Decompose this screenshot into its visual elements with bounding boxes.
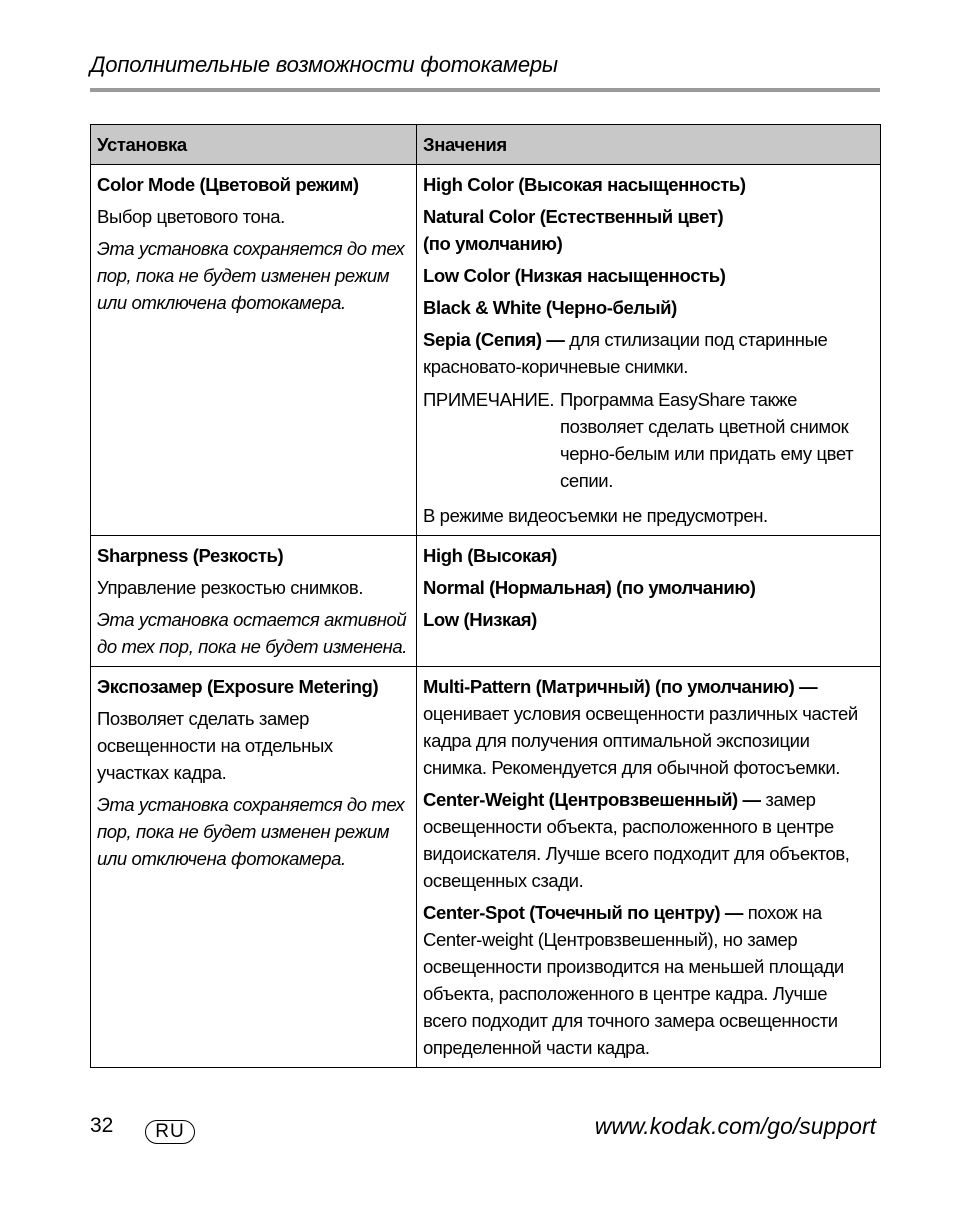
table-header-row (91, 125, 881, 165)
value-option-label: Sepia (Сепия) — (423, 329, 565, 350)
setting-description: Управление резкостью снимков. (97, 577, 364, 598)
value-option: Low Color (Низкая насыщенность) (423, 265, 726, 286)
value-option: Normal (Нормальная) (по умолчанию) (423, 577, 756, 598)
setting-description: Выбор цветового тона. (97, 206, 285, 227)
value-option: High (Высокая) (423, 545, 558, 566)
page-number: 32 (90, 1114, 114, 1137)
value-option: High Color (Высокая насыщенность) (423, 174, 746, 195)
value-option (423, 786, 874, 894)
support-url: www.kodak.com/go/support (594, 1113, 876, 1139)
column-header-values: Значения (417, 125, 881, 165)
setting-name: Экспозамер (Exposure Metering) (97, 676, 379, 697)
value-option (423, 673, 874, 781)
setting-name: Color Mode (Цветовой режим) (97, 174, 359, 195)
setting-cell (91, 667, 417, 1068)
value-option: Low (Низкая) (423, 609, 537, 630)
note-block (423, 386, 874, 494)
setting-note: Эта установка сохраняется до тех пор, пока не будет изменен режим или отключена фотокамера. (97, 238, 405, 313)
note-label: ПРИМЕЧАНИЕ. (423, 389, 555, 410)
value-option-description: для стилизации под старинные красновато-коричневые снимки. (423, 329, 828, 377)
value-option-description: замер освещенности объекта, расположенного в центре видоискателя. Лучше всего подходит для объектов, освещенных сзади. (423, 789, 850, 891)
value-option (423, 899, 874, 1061)
value-option-label: Center-Spot (Точечный по центру) — (423, 902, 743, 923)
value-option-label: Multi-Pattern (Матричный) (по умолчанию) — (423, 676, 818, 697)
setting-note: Эта установка остается активной до тех пор, пока не будет изменена. (97, 609, 408, 657)
values-cell (417, 667, 881, 1068)
setting-name: Sharpness (Резкость) (97, 545, 284, 566)
video-mode-note: В режиме видеосъемки не предусмотрен. (423, 505, 768, 526)
table-row (91, 667, 881, 1068)
setting-description: Позволяет сделать замер освещенности на отдельных участках кадра. (97, 708, 333, 783)
values-cell (417, 165, 881, 536)
language-badge: RU (145, 1120, 195, 1144)
column-header-setting: Установка (91, 125, 417, 165)
value-option (423, 326, 874, 380)
header-divider (90, 88, 880, 92)
setting-cell (91, 165, 417, 536)
values-cell (417, 536, 881, 667)
value-option: Black & White (Черно-белый) (423, 297, 677, 318)
value-option: Natural Color (Естественный цвет) (по умолчанию) (423, 206, 724, 254)
value-option-description: похож на Center-weight (Центровзвешенный), но замер освещенности производится на меньшей площади объекта, расположенного в центре кадра. Лучше всего подходит для точного замера освещенности определенной части кадра. (423, 902, 844, 1058)
table-row (91, 165, 881, 536)
note-text: Программа EasyShare также позволяет сделать цветной снимок черно-белым или придать ему цвет сепии. (560, 389, 854, 491)
settings-table (90, 124, 881, 1068)
setting-note: Эта установка сохраняется до тех пор, пока не будет изменен режим или отключена фотокамера. (97, 794, 405, 869)
setting-cell (91, 536, 417, 667)
value-option-label: Center-Weight (Центровзвешенный) — (423, 789, 761, 810)
table-row (91, 536, 881, 667)
page-header-title: Дополнительные возможности фотокамеры (90, 52, 558, 77)
value-option-description: оценивает условия освещенности различных частей кадра для получения оптимальной экспозиции снимка. Рекомендуется для обычной фотосъемки. (423, 703, 858, 778)
